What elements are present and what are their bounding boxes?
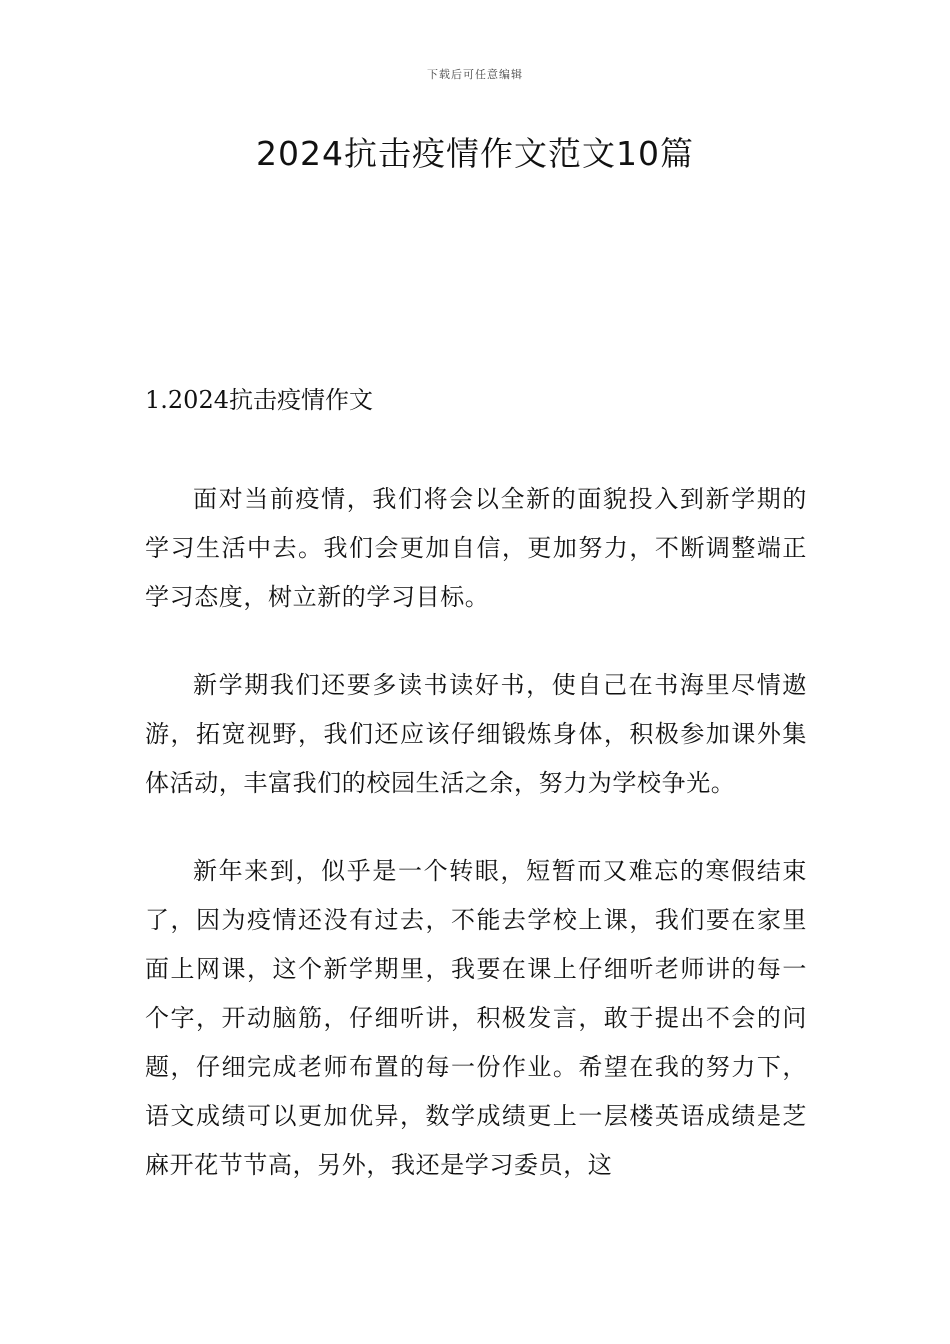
- section-heading: 1.2024抗击疫情作文: [145, 386, 373, 414]
- page-title: 2024抗击疫情作文范文10篇: [256, 134, 694, 173]
- paragraph-2: 新学期我们还要多读书读好书，使自己在书海里尽情遨游，拓宽视野，我们还应该仔细锻炼身体，积极参加课外集体活动，丰富我们的校园生活之余，努力为学校争光。: [145, 671, 807, 797]
- document-body: [145, 475, 807, 1229]
- paragraph-1: 面对当前疫情，我们将会以全新的面貌投入到新学期的学习生活中去。我们会更加自信，更加努力，不断调整端正学习态度，树立新的学习目标。: [145, 485, 807, 611]
- paragraph-3: 新年来到，似乎是一个转眼，短暂而又难忘的寒假结束了，因为疫情还没有过去，不能去学校上课，我们要在家里面上网课，这个新学期里，我要在课上仔细听老师讲的每一个字，开动脑筋，仔细听讲，积极发言，敢于提出不会的问题，仔细完成老师布置的每一份作业。希望在我的努力下，语文成绩可以更加优异，数学成绩更上一层楼英语成绩是芝麻开花节节高，另外，我还是学习委员，这: [145, 857, 807, 1179]
- header-note: 下载后可任意编辑: [427, 68, 523, 81]
